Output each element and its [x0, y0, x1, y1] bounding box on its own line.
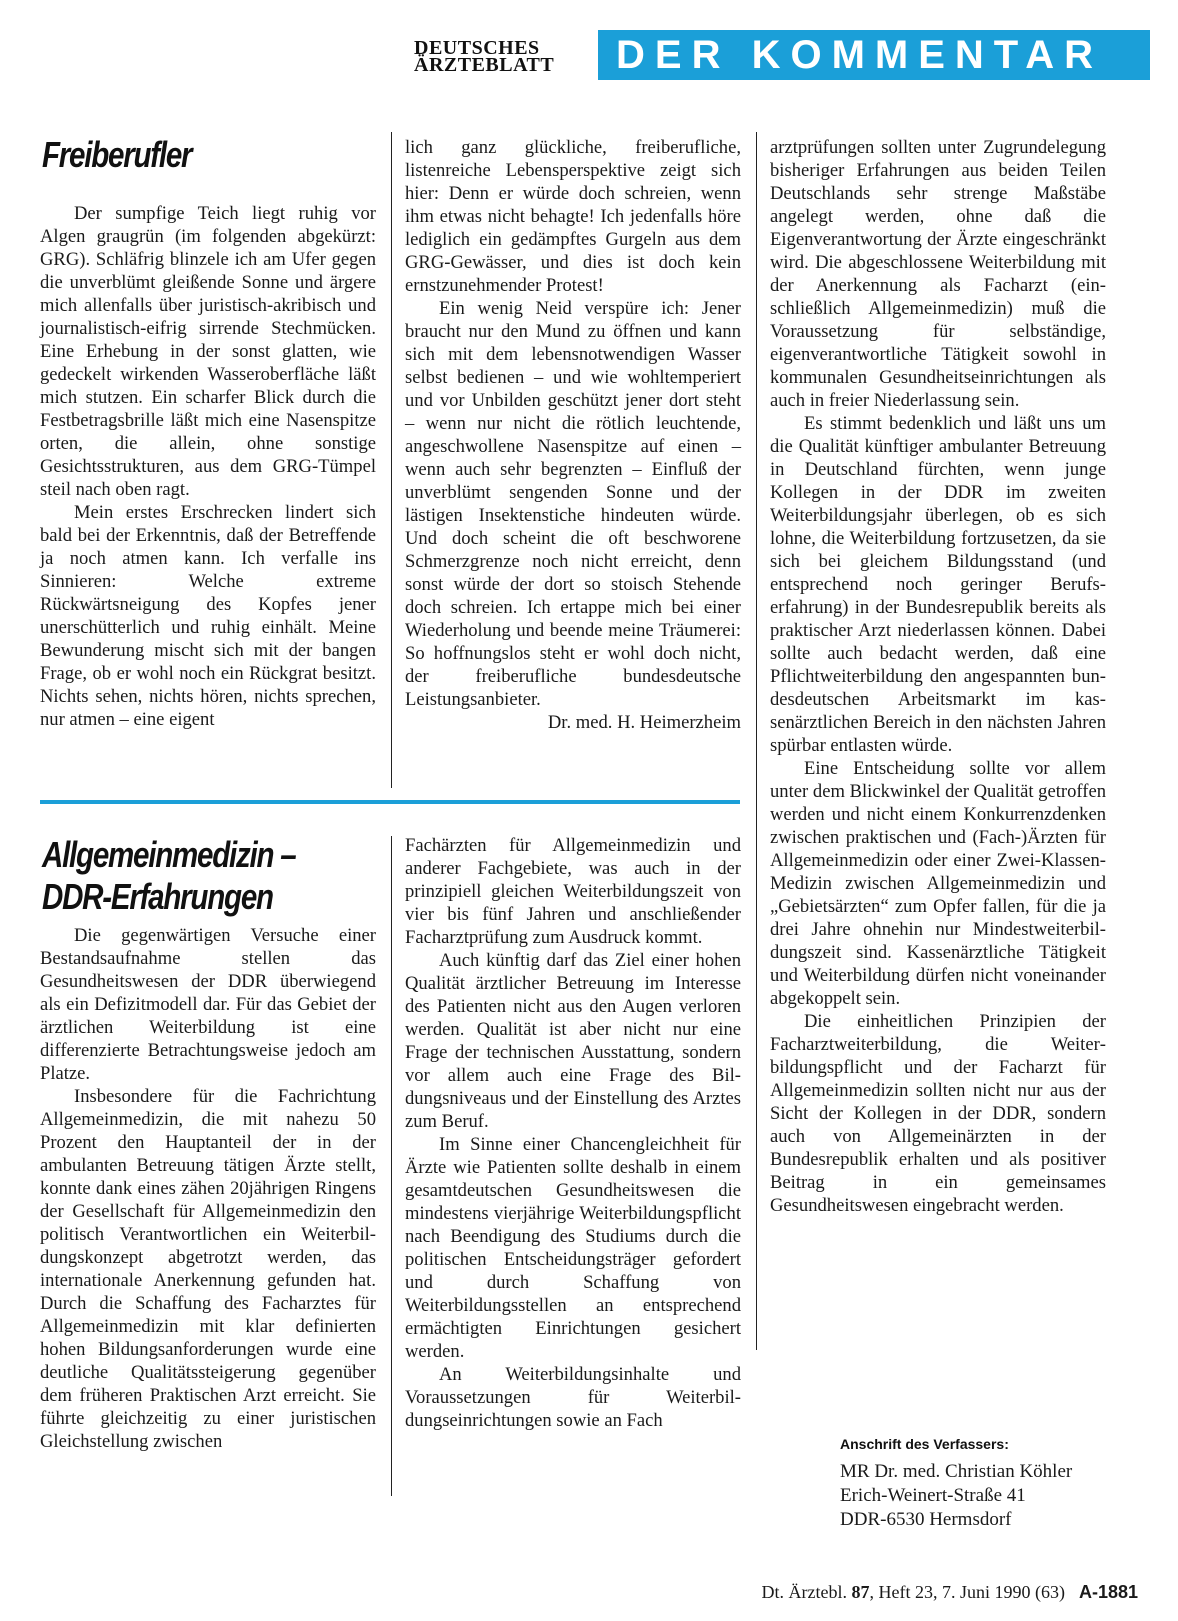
brand-line-1: DEUTSCHES	[414, 37, 540, 59]
column-divider	[391, 836, 392, 1496]
article-2-column-2	[405, 834, 741, 1432]
paragraph: Im Sinne einer Chancengleichheit für Ärzte wie Patienten sollte deshalb in einem gesamtdeutschen Gesundheitswesen die mindestens vierjährige Weiterbildungspflicht nach Beendigung des Studiums durch die politischen Entscheidungsträger gefordert und durch Schaffung von Weiterbildungsstellen an entsprechend ermächtigten Einrichtungen gesichert werden.	[405, 1134, 741, 1362]
article-separator	[40, 800, 740, 804]
paragraph: Die gegenwärtigen Versuche einer Bestandsaufnahme stellen das Gesundheitswesen der DDR überwiegend als ein Defizitmodell dar. Für das Gebiet der ärztlichen Weiterbildung ist eine differenzierte Betrachtungsweise jedoch am Platze.	[40, 925, 376, 1084]
article-1-column-2	[405, 136, 741, 734]
article-1-column-1	[40, 202, 376, 731]
column-divider	[391, 132, 392, 788]
address-heading: Anschrift des Verfassers:	[840, 1436, 1009, 1452]
address-line: Erich-Weinert-Straße 41	[840, 1485, 1026, 1506]
article-2-column-1	[40, 924, 376, 1453]
footer-volume: 87	[851, 1582, 870, 1602]
paragraph: An Weiterbildungsinhalte und Voraussetzungen für Weiterbildungseinrichtungen sowie an Fach	[405, 1364, 741, 1431]
paragraph: lich ganz glückliche, freiberufliche, listenreiche Lebensperspektive zeigt sich hier: Denn er würde doch schreien, wenn ihm etwas nicht behagte! Ich jedenfalls höre lediglich ein gedämpftes Gurgeln aus dem GRG-Gewässer, und dies ist doch kein ernstzunehmender Protest!	[405, 137, 741, 296]
paragraph: Fachärzten für Allgemeinmedizin und anderer Fachgebiete, was auch in der prinzipiell gleichen Weiterbildungszeit von vier bis fünf Jahren und anschließender Facharztprüfung zum Ausdruck kommt.	[405, 835, 741, 948]
article-2-column-3	[770, 136, 1106, 1217]
paragraph: Der sumpfige Teich liegt ruhig vor Algen graugrün (im folgenden abgekürzt: GRG). Schläfrig blinzele ich am Ufer gegen die unverblümt gleißende Sonne und ärgere mich allenfalls über juristisch-akribisch und journalistisch-eifrig sirrende Stechmücken. Eine Erhebung in der sonst glatten, wie gedeckelt wirkenden Wasseroberfläche läßt mich stutzen. Ein scharfer Blick durch die Festbetragsbrille läßt mich eine Nasenspitze orten, die allein, ohne sonstige Gesichtsstrukturen, aus dem GRG-Tümpel steil nach oben ragt.	[40, 203, 376, 500]
journal-brand	[414, 37, 555, 76]
page-footer	[664, 1582, 1138, 1603]
address-line: MR Dr. med. Christian Köhler	[840, 1461, 1073, 1482]
column-divider	[756, 132, 757, 1350]
paragraph: arztprüfungen sollten unter Zugrundelegung bisheriger Erfahrungen aus beiden Teilen Deutschlands sehr strenge Maßstäbe angelegt werden, ohne daß die Eigenverantwortung der Ärzte eingeschränkt wird. Die abgeschlossene Weiterbildung mit der Anerkennung als Facharzt (einschließlich Allgemeinmedizin) muß die Voraussetzung für selbständige, eigenverantwortliche Tätigkeit sowohl in kommunalen Gesundheitseinrichtungen als auch in freier Niederlassung sein.	[770, 137, 1106, 411]
paragraph: Die einheitlichen Prinzipien der Facharztweiterbildung, die Weiterbildungspflicht und der Facharzt für Allgemeinmedizin sollten nicht nur aus der Sicht der Kollegen in der DDR, sondern auch von Allgemeinärzten in der Bundesrepublik erhalten und als positiver Beitrag in ein gemeinsames Gesundheitswesen eingebracht werden.	[770, 1011, 1106, 1216]
paragraph: Ein wenig Neid verspüre ich: Jener braucht nur den Mund zu öffnen und kann sich mit dem lebensnotwendigen Wasser selbst bedienen – und wie wohltemperiert und vor Unbilden geschützt jener dort steht – wenn nur nicht die rötlich leuchtende, angeschwollene Nasenspitze auf einen – wenn auch sehr begrenzten – Einfluß der unverblümt sengenden Sonne und der lästigen Insektenstiche hindeuten würde. Und doch scheint die oft beschworene Schmerzgrenze noch nicht erreicht, denn sonst würde der dort so stoisch Stehende doch schreien. Ich ertappe mich bei einer Wiederholung und beende meine Träumerei: So hoffnungslos steht er wohl doch nicht, der freiberufliche bundesdeutsche Leistungsanbieter.	[405, 298, 741, 710]
article-2-title	[42, 834, 295, 918]
author-signature: Dr. med. H. Heimerzheim	[547, 712, 741, 733]
page-number: A-1881	[1078, 1582, 1138, 1602]
brand-line-2: ÄRZTEBLATT	[414, 54, 555, 76]
paragraph: Insbesondere für die Fachrichtung Allgemeinmedizin, die mit nahezu 50 Prozent den Hauptanteil der in der ambulanten Betreuung tätigen Ärzte stellt, konnte dank eines zähen 20jährigen Ringens der Gesellschaft für Allgemeinmedizin den politisch Verantwortlichen ein Weiterbildungskonzept abgetrotzt werden, das internationale Anerkennung gefunden hat. Durch die Schaffung des Facharztes für Allgemeinmedizin mit klar definierten hohen Bildungsanforderungen wurde eine deutliche Qualitätssteigerung gegenüber dem früheren Praktischen Arzt erreicht. Sie führte gleichzeitig zu einer juristischen Gleichstellung zwischen	[40, 1086, 376, 1452]
article-1-title: Freiberufler	[42, 134, 192, 175]
footer-issue: , Heft 23, 7. Juni 1990 (63)	[869, 1582, 1065, 1602]
section-banner: DER KOMMENTAR	[598, 30, 1150, 80]
paragraph: Auch künftig darf das Ziel einer hohen Qualität ärztlicher Betreuung im Interesse des Patienten nicht aus den Augen verloren werden. Qualität ist aber nicht nur eine Frage der technischen Ausstattung, sondern vor allem auch eine Frage des Bildungsniveaus und der Einstellung des Arztes zum Beruf.	[405, 950, 741, 1132]
paragraph: Eine Entscheidung sollte vor allem unter dem Blickwinkel der Qualität getroffen werden und nicht einem Konkurrenzdenken zwischen praktischen und (Fach-)Ärzten für Allgemeinmedizin oder einer Zwei-Klassen-Medizin zwischen Allgemeinmedizin und „Gebietsärzten“ zum Opfer fallen, für die ja drei Jahre ohnehin nur Mindestweiterbildungszeit sind. Kassenärztliche Tätigkeit und Weiterbildung dürfen nicht voneinander abgekoppelt sein.	[770, 758, 1106, 1009]
article-2-title-line-1: Allgemeinmedizin –	[42, 834, 296, 875]
article-2-title-line-2: DDR-Erfahrungen	[42, 876, 273, 917]
paragraph: Es stimmt bedenklich und läßt uns um die Qualität künftiger ambulanter Betreuung in Deutschland fürchten, wenn junge Kollegen in der DDR im zweiten Weiterbildungsjahr überlegen, ob es sich lohne, die Weiterbildung fortzusetzen, da sie sich bei gleichem Bildungsstand (und entsprechend noch geringer Berufserfahrung) in der Bundesrepublik bereits als praktischer Arzt niederlassen können. Dabei sollte auch bedacht werden, daß eine Pflichtweiterbildung den angespannten bundesdeutschen Arbeitsmarkt im kassenärztlichen Bereich in den nächsten Jahren spürbar entlasten würde.	[770, 413, 1106, 756]
address-line: DDR-6530 Hermsdorf	[840, 1509, 1012, 1530]
paragraph: Mein erstes Erschrecken lindert sich bald bei der Erkenntnis, daß der Betreffende ja noch atmen kann. Ich verfalle ins Sinnieren: Welche extreme Rückwärtsneigung des Kopfes jener unerschütterlich und ruhig einhält. Meine Bewunderung mischt sich mit der bangen Frage, ob er wohl noch ein Rückgrat besitzt. Nichts sehen, nichts hören, nichts sprechen, nur atmen – eine eigent	[40, 502, 376, 730]
footer-journal: Dt. Ärztebl.	[761, 1582, 847, 1602]
